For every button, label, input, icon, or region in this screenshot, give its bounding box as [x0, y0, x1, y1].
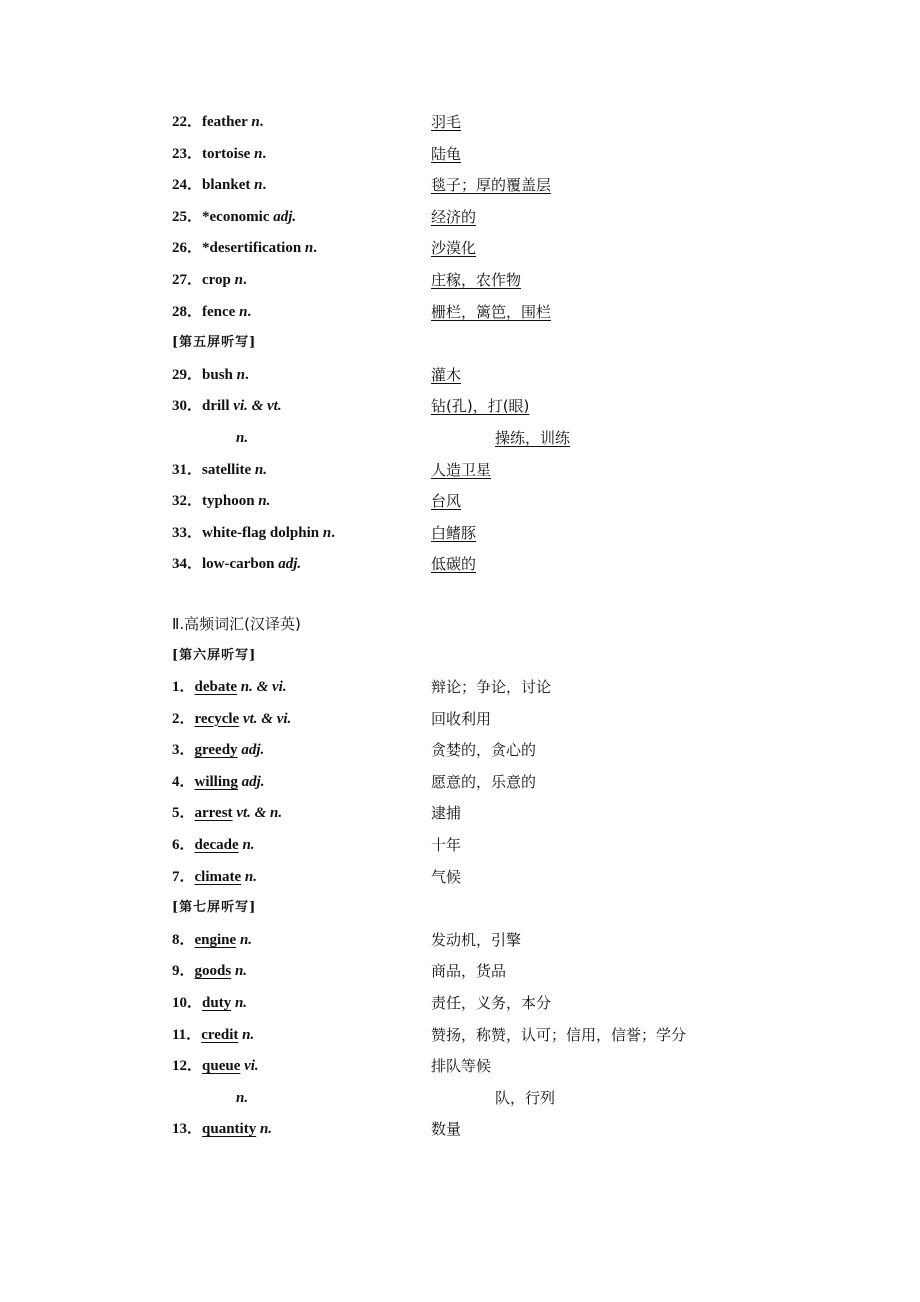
english-term [172, 1055, 431, 1087]
chinese-meaning: 毯子；厚的覆盖层 [431, 176, 552, 195]
english-word: debate [194, 679, 238, 696]
chinese-meaning: 逮捕 [431, 804, 462, 823]
vocab-row [172, 1024, 772, 1056]
part-of-speech: vi. & vt. [233, 398, 282, 415]
chinese-meaning: 白鳍豚 [431, 523, 477, 542]
vocab-row [172, 206, 772, 238]
english-term [172, 427, 495, 459]
part1-group-b [172, 364, 772, 585]
chinese-meaning: 庄稼，农作物 [431, 270, 522, 289]
vocab-row [172, 771, 772, 803]
english-term [172, 771, 431, 803]
english-word: crop [202, 271, 231, 288]
vocab-row [172, 143, 772, 175]
english-term [172, 834, 431, 866]
vocab-row [172, 490, 772, 522]
item-number: 24． [172, 177, 203, 194]
part-of-speech: n [236, 366, 245, 383]
english-term [172, 237, 431, 269]
vocab-row [172, 553, 772, 585]
part-of-speech: adj. [241, 742, 265, 759]
english-word: recycle [194, 710, 240, 727]
part-of-speech: n. [239, 931, 253, 948]
item-number: 8． [172, 931, 195, 948]
vocab-row [172, 802, 772, 834]
english-word: arrest [194, 805, 233, 822]
part-of-speech: adj. [278, 556, 302, 573]
english-word: decade [194, 837, 239, 854]
english-word: goods [194, 963, 232, 980]
part-of-speech: n [239, 303, 248, 320]
chinese-meaning: 赞扬，称赞，认可；信用，信誉；学分 [431, 1025, 687, 1044]
vocab-row [172, 866, 772, 898]
english-word: low-carbon [202, 556, 275, 573]
part-of-speech: n [304, 240, 314, 257]
section-header-7: [第七屏听写] [172, 900, 257, 916]
part-of-speech: adj. [241, 773, 265, 790]
vocab-row [172, 834, 772, 866]
english-word: *economic [202, 208, 270, 225]
vocab-row [172, 111, 772, 143]
english-word: satellite [202, 461, 252, 478]
english-term [172, 1087, 495, 1119]
item-number: 5． [172, 805, 195, 822]
english-term [172, 206, 431, 238]
vocab-row [172, 929, 772, 961]
chinese-meaning: 羽毛 [431, 113, 462, 131]
english-word: bush [202, 366, 233, 383]
item-number: 26． [172, 240, 203, 257]
chinese-meaning: 商品，货品 [431, 962, 507, 981]
english-term [172, 395, 431, 427]
english-term [172, 1024, 431, 1056]
english-term [172, 802, 431, 834]
vocab-row [172, 960, 772, 992]
english-term [172, 676, 431, 708]
english-word: greedy [194, 742, 238, 759]
chinese-meaning: 经济的 [431, 207, 477, 226]
part-of-speech: n. [234, 995, 248, 1012]
part-of-speech: vi. [244, 1058, 259, 1075]
english-word: tortoise [202, 145, 251, 162]
english-word: engine [194, 931, 237, 948]
english-term [172, 301, 431, 333]
part2-group-b [172, 929, 772, 1150]
item-number: 13． [172, 1121, 203, 1138]
item-number: 10． [172, 995, 203, 1012]
item-number: 2． [172, 710, 195, 727]
item-number: 33． [172, 524, 203, 541]
item-number: 11． [172, 1026, 202, 1043]
section-header-5: [第五屏听写] [172, 335, 257, 351]
part-of-speech: n [322, 524, 332, 541]
chinese-meaning: 愿意的，乐意的 [431, 772, 537, 791]
part-of-speech: n [234, 271, 243, 288]
chinese-meaning: 钻(孔)，打(眼) [431, 397, 530, 416]
item-number: 34． [172, 556, 203, 573]
english-term [172, 866, 431, 898]
english-word: blanket [202, 177, 251, 194]
vocab-row [172, 708, 772, 740]
english-word: climate [194, 868, 242, 885]
english-term [172, 1118, 431, 1150]
english-term [172, 459, 431, 491]
english-term [172, 960, 431, 992]
english-term [172, 553, 431, 585]
chinese-meaning: 灌木 [431, 365, 462, 384]
chinese-meaning: 操练，训练 [495, 428, 571, 447]
vocab-row [172, 427, 772, 459]
english-word: typhoon [202, 493, 255, 510]
vocab-row [172, 522, 772, 554]
english-term [172, 143, 431, 175]
vocab-row [172, 1087, 772, 1119]
part-of-speech: n [251, 114, 260, 130]
chinese-meaning: 栅栏，篱笆，围栏 [431, 302, 552, 321]
item-number: 30． [172, 398, 203, 415]
part-of-speech: n [254, 145, 263, 162]
part2-title: Ⅱ.高频词汇(汉译英) [172, 614, 301, 633]
vocab-row [172, 237, 772, 269]
part2-group-a [172, 676, 772, 897]
part-of-speech: n. [244, 868, 257, 885]
english-word: willing [194, 773, 238, 790]
item-number: 9． [172, 963, 195, 980]
english-term [172, 739, 431, 771]
english-word: drill [202, 398, 230, 415]
part-of-speech: n. & vi. [240, 679, 287, 696]
chinese-meaning: 十年 [431, 836, 462, 855]
english-term [172, 174, 431, 206]
chinese-meaning: 沙漠化 [431, 239, 477, 258]
english-word: *desertification [202, 240, 302, 257]
item-number: 6． [172, 837, 195, 854]
part-of-speech: n [254, 177, 263, 194]
vocab-row [172, 364, 772, 396]
chinese-meaning: 低碳的 [431, 555, 477, 574]
pos-suffix: . [244, 366, 249, 383]
item-number: 12． [172, 1058, 203, 1075]
part-of-speech: n. [236, 1089, 249, 1106]
chinese-meaning: 贪婪的，贪心的 [431, 741, 537, 760]
vocab-row [172, 174, 772, 206]
chinese-meaning: 陆龟 [431, 144, 462, 163]
english-term [172, 269, 431, 301]
section-header-6: [第六屏听写] [172, 647, 257, 663]
part-of-speech: n. [258, 493, 271, 510]
chinese-meaning: 发动机，引擎 [431, 930, 522, 949]
vocab-row [172, 459, 772, 491]
pos-suffix: . [262, 145, 267, 162]
english-term [172, 522, 431, 554]
english-term [172, 929, 431, 961]
item-number: 29． [172, 366, 203, 383]
part-of-speech: vt. & vi. [242, 710, 292, 727]
item-number: 22． [172, 114, 203, 130]
vocab-row [172, 269, 772, 301]
pos-suffix: . [247, 303, 252, 320]
english-word: feather [202, 114, 248, 130]
english-word: queue [202, 1058, 241, 1075]
item-number: 32． [172, 493, 203, 510]
english-word: quantity [202, 1121, 257, 1138]
chinese-meaning: 台风 [431, 492, 462, 511]
chinese-meaning: 数量 [431, 1120, 462, 1139]
english-term [172, 111, 431, 143]
item-number: 23． [172, 145, 203, 162]
chinese-meaning: 队，行列 [495, 1088, 556, 1107]
vocab-row [172, 1055, 772, 1087]
part-of-speech: n. [234, 963, 248, 980]
part-of-speech: n. [242, 837, 255, 854]
english-word: fence [202, 303, 236, 320]
item-number: 7． [172, 868, 195, 885]
chinese-meaning: 回收利用 [431, 709, 492, 728]
item-number: 31． [172, 461, 203, 478]
vocab-row [172, 1118, 772, 1150]
chinese-meaning: 气候 [431, 867, 462, 886]
chinese-meaning: 人造卫星 [431, 460, 492, 479]
english-word: duty [202, 995, 232, 1012]
english-word: credit [201, 1026, 239, 1043]
english-term [172, 708, 431, 740]
pos-suffix: . [262, 177, 267, 194]
english-term [172, 364, 431, 396]
vocab-row [172, 395, 772, 427]
vocab-row [172, 992, 772, 1024]
pos-suffix: . [259, 114, 264, 130]
item-number: 27． [172, 271, 203, 288]
pos-suffix: . [313, 240, 317, 257]
item-number: 28． [172, 303, 203, 320]
vocab-row [172, 301, 772, 333]
english-term [172, 490, 431, 522]
part-of-speech: adj. [273, 208, 297, 225]
item-number: 25． [172, 208, 203, 225]
chinese-meaning: 排队等候 [431, 1057, 492, 1076]
pos-suffix: . [331, 524, 335, 541]
vocabulary-document [172, 111, 772, 1150]
item-number: 3． [172, 742, 195, 759]
chinese-meaning: 辩论；争论，讨论 [431, 678, 552, 697]
part-of-speech: n. [259, 1121, 273, 1138]
item-number: 4． [172, 773, 195, 790]
pos-suffix: . [243, 271, 247, 288]
part-of-speech: n. [242, 1026, 255, 1043]
item-number: 1． [172, 679, 195, 696]
part-of-speech: n. [254, 461, 268, 478]
chinese-meaning: 责任，义务，本分 [431, 994, 552, 1013]
english-word: white-flag dolphin [202, 524, 320, 541]
english-term [172, 992, 431, 1024]
vocab-row [172, 676, 772, 708]
part1-group-a [172, 111, 772, 332]
part-of-speech: n. [236, 429, 249, 446]
part-of-speech: vt. & n. [236, 805, 283, 822]
vocab-row [172, 739, 772, 771]
